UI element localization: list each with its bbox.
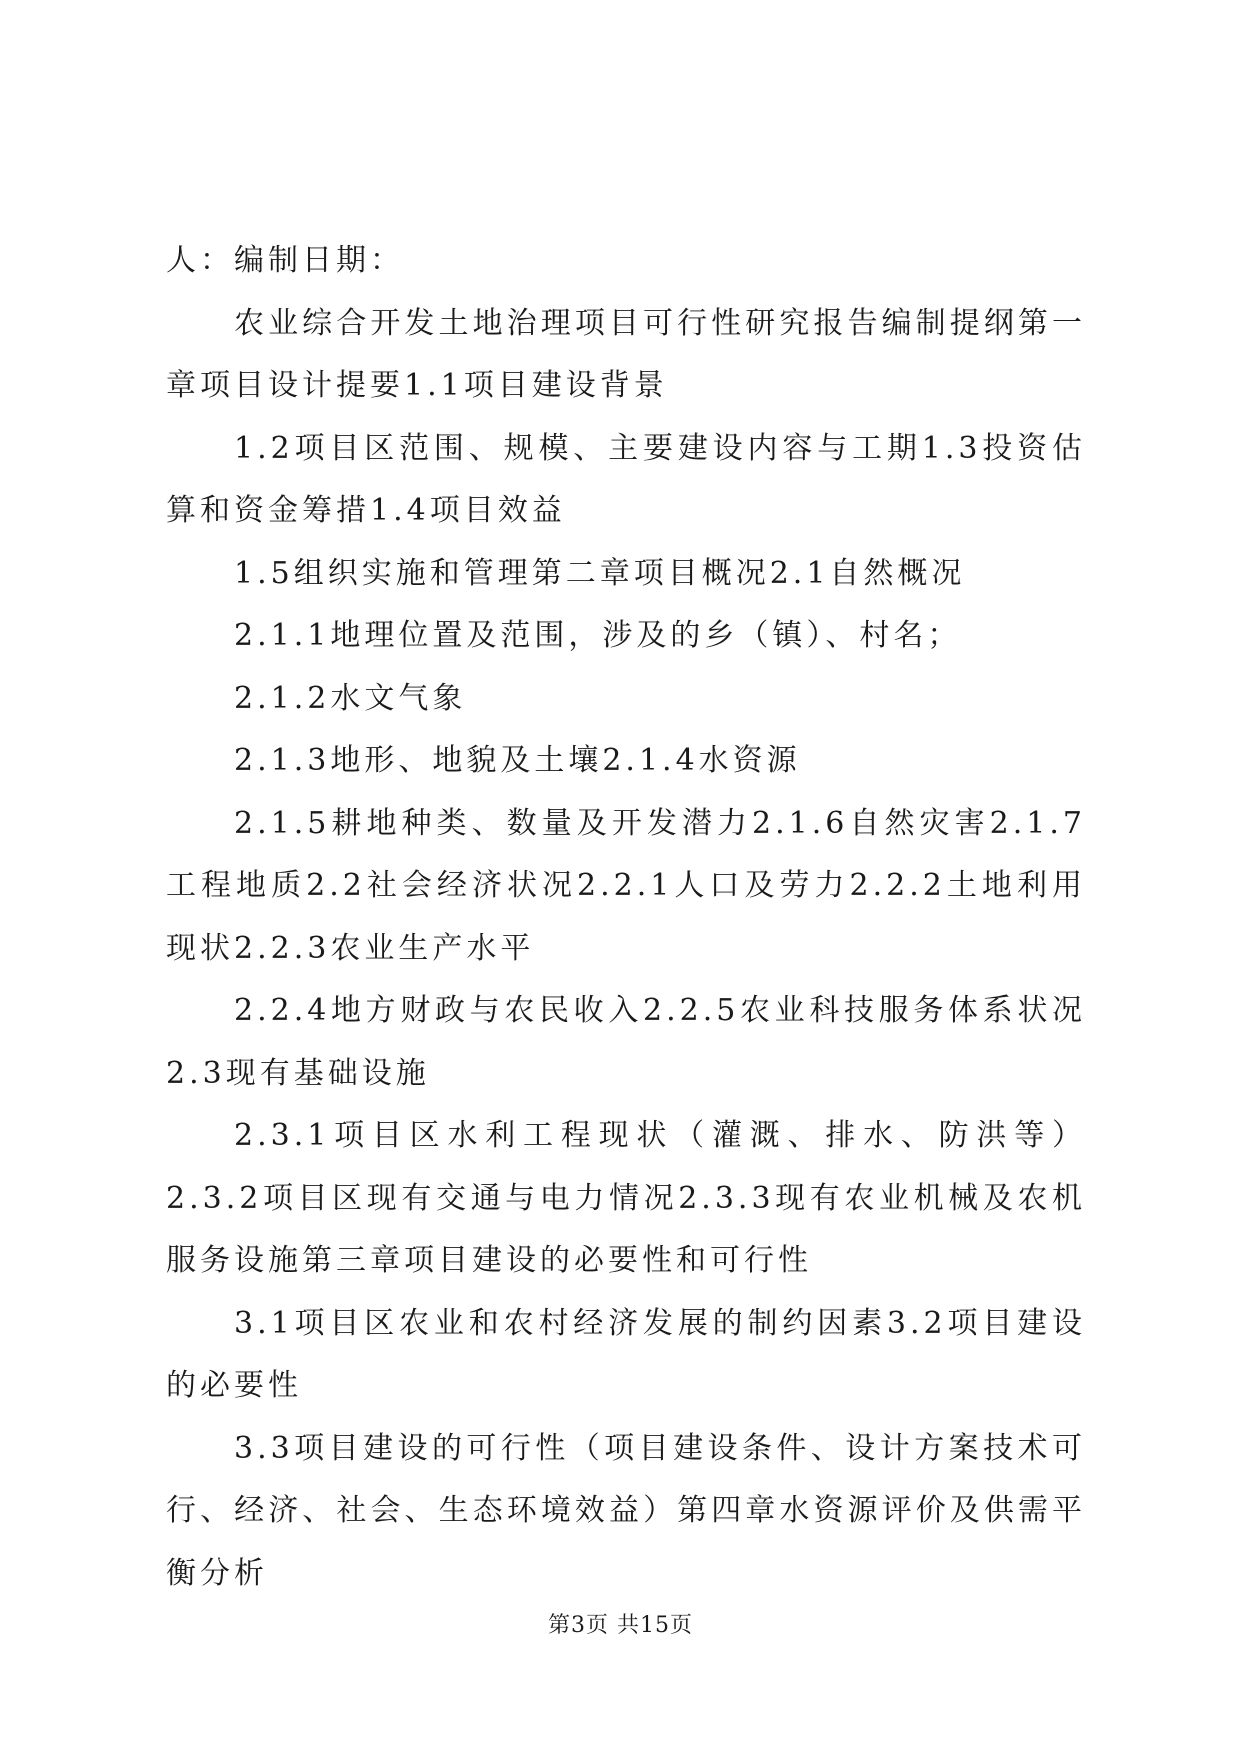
paragraph-5: 2.1.1地理位置及范围，涉及的乡（镇）、村名； <box>234 618 962 653</box>
paragraph-1: 人：编制日期： <box>166 243 404 278</box>
paragraph-6: 2.1.2水文气象 <box>234 680 467 716</box>
paragraph-8: 2.1.5耕地种类、数量及开发潜力2.1.6自然灾害2.1.7工程地质2.2社会经济状况2.2.1人口及劳力2.2.2土地利用现状2.2.3农业生产水平 <box>166 805 1086 966</box>
paragraph-9: 2.2.4地方财政与农民收入2.2.5农业科技服务体系状况2.3现有基础设施 <box>166 993 1086 1091</box>
document-body <box>166 230 1086 1605</box>
paragraph-3: 1.2项目区范围、规模、主要建设内容与工期1.3投资估算和资金筹措1.4项目效益 <box>166 430 1086 528</box>
paragraph-2: 农业综合开发土地治理项目可行性研究报告编制提纲第一章项目设计提要1.1项目建设背景 <box>166 305 1086 403</box>
page-number-label: 第3页 共15页 <box>548 1613 693 1638</box>
paragraph-12: 3.3项目建设的可行性（项目建设条件、设计方案技术可行、经济、社会、生态环境效益）第四章水资源评价及供需平衡分析 <box>166 1430 1086 1591</box>
paragraph-4: 1.5组织实施和管理第二章项目概况2.1自然概况 <box>234 555 966 591</box>
paragraph-11: 3.1项目区农业和农村经济发展的制约因素3.2项目建设的必要性 <box>166 1305 1086 1403</box>
paragraph-10: 2.3.1项目区水利工程现状（灌溉、排水、防洪等）2.3.2项目区现有交通与电力情况2.3.3现有农业机械及农机服务设施第三章项目建设的必要性和可行性 <box>166 1118 1086 1278</box>
page-footer <box>0 1608 1241 1639</box>
paragraph-7: 2.1.3地形、地貌及土壤2.1.4水资源 <box>234 743 801 778</box>
